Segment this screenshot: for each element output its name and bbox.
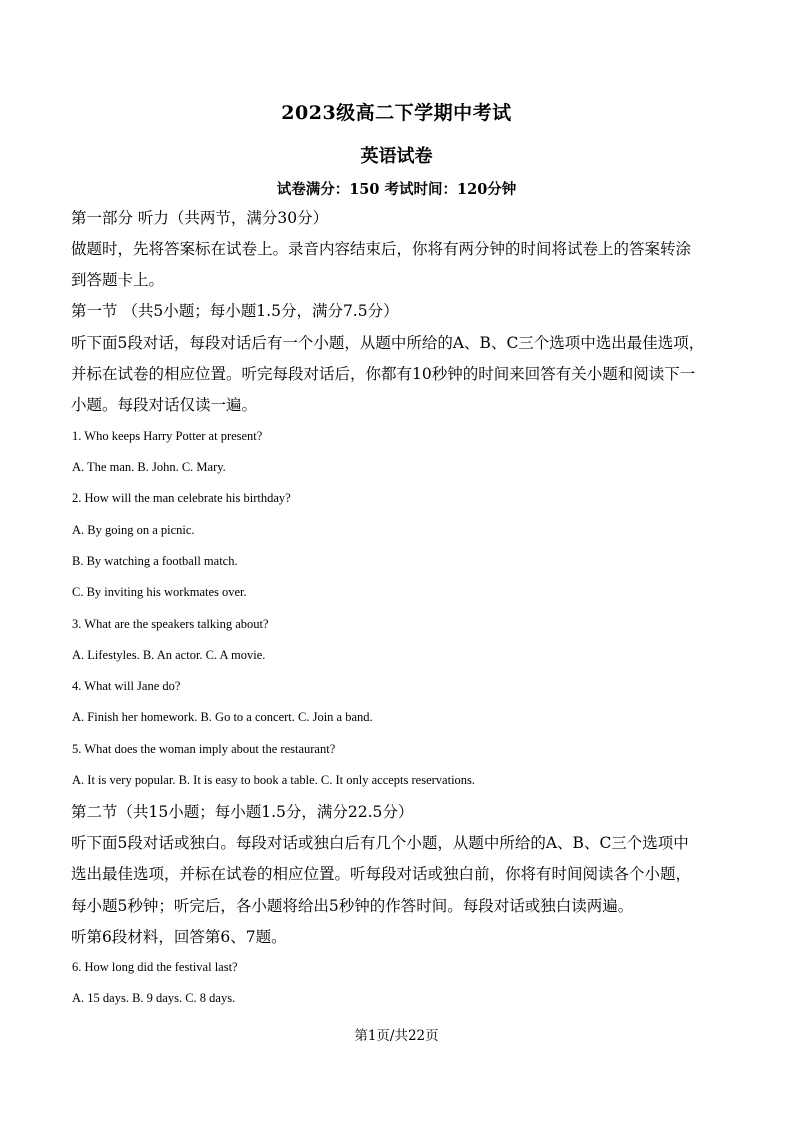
- part1-instruction-line: 到答题卡上。: [71, 271, 165, 289]
- section1-instruction-line: 并标在试卷的相应位置。听完每段对话后，你都有10秒钟的时间来回答有关小题和阅读下一: [71, 365, 696, 383]
- section1-heading: 第一节 （共5小题；每小题1.5分，满分7.5分）: [71, 302, 399, 320]
- page-number: 第1页/共22页: [354, 1028, 439, 1044]
- exam-subtitle: 英语试卷: [360, 146, 433, 167]
- part1-heading: 第一部分 听力（共两节，满分30分）: [71, 209, 329, 227]
- material-heading: 听第6段材料，回答第6、7题。: [71, 928, 287, 946]
- option-line: A. Finish her homework. B. Go to a concert. C. Join a band.: [72, 710, 373, 724]
- section1-instruction-line: 小题。每段对话仅读一遍。: [71, 396, 258, 414]
- option-line: A. By going on a picnic.: [72, 523, 195, 537]
- part1-instruction-line: 做题时，先将答案标在试卷上。录音内容结束后，你将有两分钟的时间将试卷上的答案转涂: [71, 240, 692, 258]
- exam-meta: 试卷满分：150 考试时间：120分钟: [276, 181, 517, 198]
- question-line: 2. How will the man celebrate his birthday?: [72, 491, 291, 505]
- option-line: A. Lifestyles. B. An actor. C. A movie.: [72, 648, 266, 662]
- question-line: 5. What does the woman imply about the restaurant?: [72, 742, 336, 756]
- section2-instruction-line: 选出最佳选项，并标在试卷的相应位置。听每段对话或独白前，你将有时间阅读各个小题，: [71, 865, 692, 883]
- option-line: A. 15 days. B. 9 days. C. 8 days.: [72, 991, 236, 1005]
- section1-instruction-line: 听下面5段对话，每段对话后有一个小题，从题中所给的A、B、C三个选项中选出最佳选项，: [71, 334, 705, 352]
- option-line: A. It is very popular. B. It is easy to book a table. C. It only accepts reservations.: [72, 773, 476, 787]
- option-line: C. By inviting his workmates over.: [72, 585, 247, 599]
- question-line: 3. What are the speakers talking about?: [72, 617, 269, 631]
- question-line: 1. Who keeps Harry Potter at present?: [72, 429, 263, 443]
- exam-title: 2023级高二下学期中考试: [281, 102, 512, 124]
- option-line: B. By watching a football match.: [72, 554, 238, 568]
- option-line: A. The man. B. John. C. Mary.: [72, 460, 226, 474]
- question-line: 6. How long did the festival last?: [72, 960, 238, 974]
- section2-instruction-line: 每小题5秒钟；听完后，各小题将给出5秒钟的作答时间。每段对话或独白读两遍。: [71, 897, 634, 915]
- section2-heading: 第二节（共15小题；每小题1.5分，满分22.5分）: [71, 803, 414, 821]
- section2-instruction-line: 听下面5段对话或独白。每段对话或独白后有几个小题，从题中所给的A、B、C三个选项中: [71, 834, 689, 852]
- question-line: 4. What will Jane do?: [72, 679, 181, 693]
